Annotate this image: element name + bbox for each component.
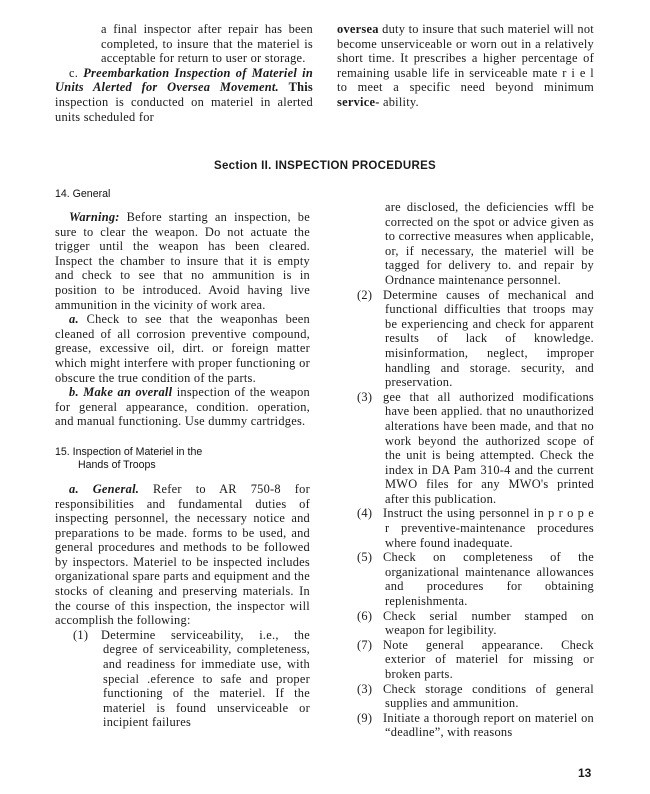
right-list-item-num: (3): [357, 389, 373, 404]
section-title: Section II. INSPECTION PROCEDURES: [213, 160, 437, 172]
right-continuation: are disclosed, the deficiencies wffl be corrected on the spot or advice given as to corrective measures when applicable, or, if necessary, the materiel will be tagged for delivery to. and repair by Ordnance maintenance personnel.: [385, 200, 594, 287]
right-list-item-text: Instruct the using personnel in p r o p e r preventive-maintenance procedures where found inadequate.: [383, 506, 594, 550]
section-14-b-label: b.: [69, 385, 79, 400]
section-15-a-text: Refer to AR 750-8 for responsibilities and fundamental duties of inspecting personnel, the necessary notice and preparations to be made. forms to be used, and general procedures and methods to be followed by inspectors. Materiel to be inspected includes organizational spare parts and equipment and the stocks of cleaning and preserving materials. In the course of this inspection, the inspector will accomplish the following:: [55, 481, 310, 628]
section-15-item-1: [55, 628, 310, 730]
right-list-item-text: Check on completeness of the organizational maintenance allowances and procedures for obtaining replenishmenta.: [383, 550, 594, 609]
right-list-item: [357, 550, 594, 608]
right-list-item: [357, 506, 594, 550]
right-list-item: [357, 390, 594, 507]
right-list-item-num: (7): [357, 637, 373, 652]
top-right-end: service-: [337, 94, 380, 109]
section-14-heading: 14. General: [55, 188, 111, 200]
left-column: [55, 188, 310, 730]
right-list-item-text: Check storage conditions of general supplies and ammunition.: [383, 681, 594, 711]
right-list-item: [357, 638, 594, 682]
section-14-b-text: inspection of the weapon for general appearance, condition. operation, and manual functioning. Use dummy cartridges.: [55, 385, 310, 429]
subparagraph-c-title: Preembarkation Inspection of Materiel in Units Alerted for Oversea Movement.: [55, 65, 313, 95]
right-list-item-text: Check serial number stamped on weapon for legibility.: [383, 608, 594, 638]
top-left-column: [55, 22, 313, 124]
warning-label: Warning:: [69, 210, 120, 224]
right-column: [357, 200, 594, 740]
right-list-item-text: Note general appearance. Check exterior of materiel for missing or broken parts.: [383, 637, 594, 681]
section-14-a-text: Check to see that the weaponhas been cleaned of all corrosion preventive compound, grease, excessive oil, dirt. or foreign matter which might interfere with proper functioning or obscure the true condition of the parts.: [55, 312, 310, 385]
section-15-heading: [55, 446, 310, 472]
page-number: 13: [578, 766, 592, 780]
subparagraph-c-label: c.: [69, 65, 79, 80]
section-14-b-title: Make an overall: [83, 385, 173, 400]
subparagraph-c-this: This: [288, 80, 313, 95]
top-right-tail: ability.: [382, 94, 419, 109]
right-list-item-text: gee that all authorized modifications have been applied. that no unauthorized alterations have been made, and that no work beyond the authorized scope of the unit is being attempted. Check the index in DA Pam 310-4 and the current MWO files for any MWO's printed after this publication.: [383, 389, 594, 506]
subparagraph-c-text: inspection is conducted on materiel in alerted units scheduled for: [55, 94, 313, 124]
section-15-heading-line2: Hands of Troops: [78, 458, 156, 471]
section-15-heading-line1: 15. Inspection of Materiel in the: [55, 445, 203, 458]
section-15-a: [55, 482, 310, 628]
warning-paragraph: [55, 210, 310, 312]
subparagraph-c: [55, 66, 313, 124]
top-left-paragraph: a final inspector after repair has been completed, to insure that the materiel is acceptable for return to user or storage.: [101, 22, 313, 66]
section-15-a-title: General.: [92, 481, 140, 496]
right-list-item-num: (4): [357, 506, 373, 521]
section-15-item-1-text: Determine serviceability, i.e., the degree of serviceability, completeness, and readiness for immediate use, with special .eference to safe and proper functioning of the materiel. If the materiel is found unserviceable or incipient failures: [101, 627, 310, 730]
right-list-item-num: (5): [357, 550, 373, 565]
right-list-item: [357, 682, 594, 711]
right-list-item-num: (9): [357, 710, 373, 725]
right-list-item-text: Initiate a thorough report on materiel on “deadline”, with reasons: [383, 710, 594, 740]
right-list-item-num: (6): [357, 608, 373, 623]
right-list-item-num: (3): [357, 681, 373, 696]
right-list-item-text: Determine causes of mechanical and functional difficulties that troops may be experiencing and check for apparent results of lack of knowledge. misinformation, neglect, improper handling and storage. security, and preservation.: [383, 287, 594, 390]
right-list-item-num: (2): [357, 287, 373, 302]
right-list-item: [357, 711, 594, 740]
section-15-a-label: a.: [69, 481, 79, 496]
section-14-a: [55, 312, 310, 385]
section-14-b: [55, 385, 310, 429]
section-15-item-1-num: (1): [73, 627, 89, 642]
warning-text: Before starting an inspection, be sure to clear the weapon. Do not actuate the trigger until the weapon has been cleared. Inspect the chamber to insure that it is empty and check to see that no ammunition is in position to be introduced. Avoid having live ammunition in the vicinity of work area.: [55, 210, 311, 312]
top-right-paragraph: [337, 22, 594, 110]
right-list-item: [357, 609, 594, 638]
top-right-lead: oversea: [337, 22, 379, 36]
top-right-column: [337, 22, 594, 110]
top-right-text: duty to insure that such materiel will not become unserviceable or worn out in a relatively short time. It prescribes a higher percentage of remaining usable life in serviceable mate r i e l to meet a specific need beyond minimum: [337, 22, 594, 95]
right-list: [357, 288, 594, 740]
right-list-item: [357, 288, 594, 390]
section-14-a-label: a.: [69, 312, 79, 327]
